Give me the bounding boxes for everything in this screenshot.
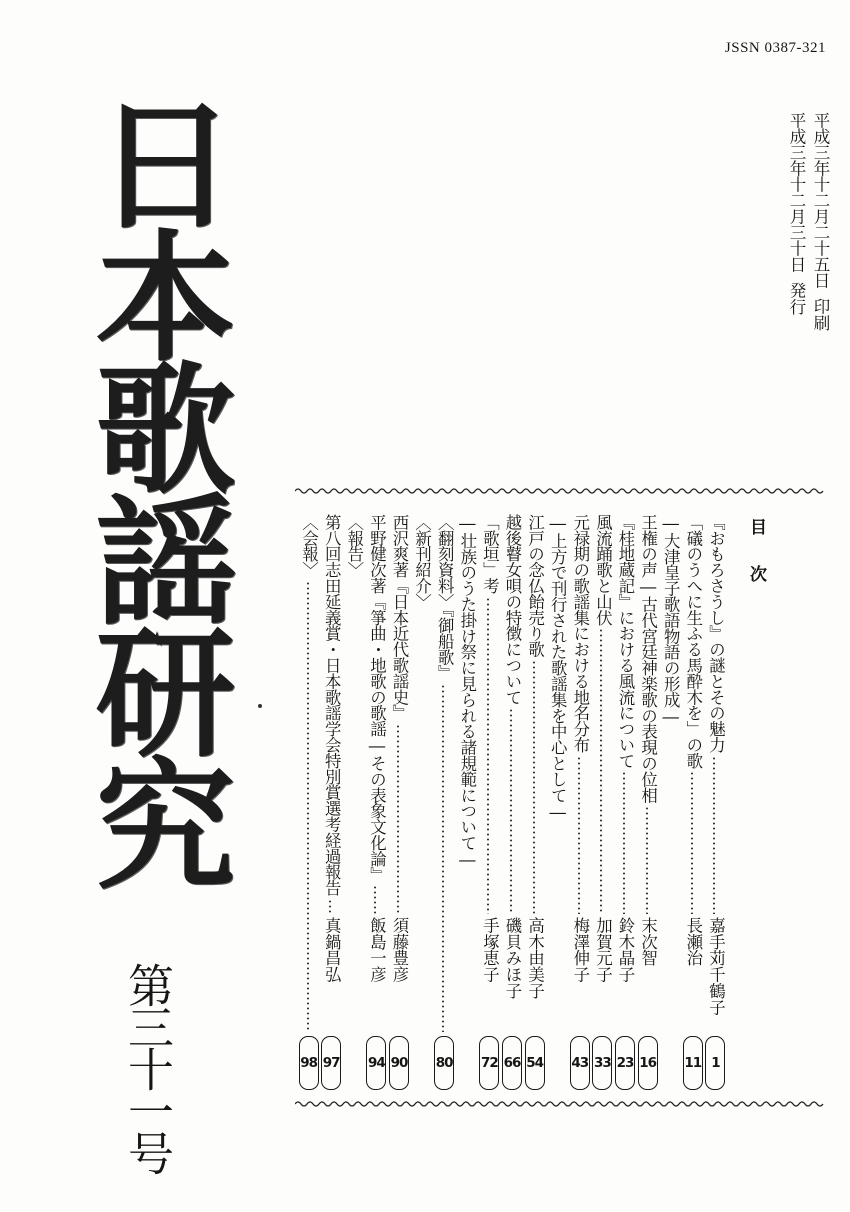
toc-leader-dots xyxy=(691,771,693,914)
toc-entry-title: 〈翻刻資料〉『御船歌』 xyxy=(435,514,455,681)
toc-entry-author: 梅澤伸子 xyxy=(570,917,590,983)
printed-line xyxy=(810,112,830,352)
toc-entry-title: 〈会報〉 xyxy=(299,514,319,578)
toc-entry-title: ―壮族のうた掛け祭に見られる諸規範について― xyxy=(457,514,477,869)
publication-info xyxy=(786,112,830,352)
toc-leader-dots xyxy=(578,756,580,915)
toc-entry-title: 『桂地蔵記』における風流について xyxy=(616,514,635,769)
toc-entry-title: 「歌垣」考 xyxy=(480,514,500,594)
toc-leader-dots xyxy=(623,771,625,914)
toc-entry-page: 98 xyxy=(299,1036,319,1090)
toc-entry-title: 風流踊歌と山伏 xyxy=(593,514,613,626)
toc-entry-author: 鈴木晶子 xyxy=(616,917,635,983)
toc-entry-page: 16 xyxy=(638,1036,658,1090)
toc-entry-page: 1 xyxy=(705,1036,725,1090)
issued-date: 平成三年十二月三十日 xyxy=(787,112,806,272)
toc-entry-title: 『おもろさうし』の謎とその魅力 xyxy=(706,514,726,753)
toc-leader-dots xyxy=(510,708,512,914)
toc-entry-title: 王権の声―古代宮廷神楽歌の表現の位相 xyxy=(638,514,658,803)
toc-entry-title: 〈新刊紹介〉 xyxy=(412,514,432,610)
toc-leader-dots xyxy=(646,806,648,914)
toc-entry-author: 磯貝みほ子 xyxy=(503,917,522,999)
toc-entry-author: 嘉手苅千鶴子 xyxy=(706,917,726,1016)
toc-leader-dots xyxy=(329,899,331,914)
toc-leader-dots xyxy=(397,724,399,914)
top-wavy-rule xyxy=(295,486,825,496)
table-of-contents xyxy=(300,500,730,1090)
toc-entry-title: 西沢爽著『日本近代歌謡史』 xyxy=(390,514,409,721)
toc-entry-page: 72 xyxy=(479,1036,499,1090)
printed-date: 平成三年十二月二十五日 xyxy=(811,112,830,288)
toc-entry-title: 越後瞽女唄の特徴について xyxy=(503,514,522,705)
toc-entry-page: 97 xyxy=(321,1036,341,1090)
toc-entry-page: 11 xyxy=(683,1036,703,1090)
journal-title: 日本歌謡研究 xyxy=(72,92,235,884)
toc-leader-dots xyxy=(600,628,602,914)
toc-entry-title: 〈報告〉 xyxy=(344,514,364,578)
toc-leader-dots xyxy=(713,756,715,915)
toc-leader-dots xyxy=(487,597,489,915)
toc-entry-page: 43 xyxy=(570,1036,590,1090)
issued-label: 発行 xyxy=(787,282,806,315)
bottom-wavy-rule xyxy=(295,1099,825,1109)
toc-entry-author: 末次智 xyxy=(638,917,658,967)
toc-entry-page: 94 xyxy=(366,1036,386,1090)
printed-label: 印刷 xyxy=(811,298,830,331)
toc-entry-author: 須藤豊彦 xyxy=(390,917,409,983)
toc-leader-dots xyxy=(374,885,376,914)
toc-entry-title: 江戸の念仏飴売り歌 xyxy=(525,514,545,658)
toc-entry-title: 第八回志田延義賞・日本歌謡学会特別賞選考経過報告 xyxy=(322,514,342,896)
toc-entry-author: 高木由美子 xyxy=(525,917,545,999)
issn-number: JSSN 0387-321 xyxy=(724,40,826,56)
toc-entry-title: ―大津皇子歌語物語の形成― xyxy=(661,514,681,726)
toc-entry-author: 長瀬治 xyxy=(683,917,703,967)
toc-heading: 目次 xyxy=(746,518,766,612)
toc-entry-author: 真鍋昌弘 xyxy=(322,917,342,983)
toc-entry-page: 54 xyxy=(525,1036,545,1090)
toc-entry-page: 80 xyxy=(434,1036,454,1090)
issued-line xyxy=(786,112,806,352)
toc-entry-author: 手塚恵子 xyxy=(480,917,500,983)
toc-entry-title: 元禄期の歌謡集における地名分布 xyxy=(570,514,590,753)
toc-entry-author: 加賀元子 xyxy=(593,917,613,983)
toc-entry-page: 33 xyxy=(592,1036,612,1090)
stray-mark xyxy=(258,704,262,708)
toc-leader-dots xyxy=(307,581,309,1032)
toc-entry-title: 平野健次著『箏曲・地歌の歌謡―その表象文化論』 xyxy=(367,514,387,883)
toc-leader-dots xyxy=(533,660,535,914)
toc-entry-title: ―上方で刊行された歌謡集を中心として― xyxy=(548,514,568,822)
toc-entry-page: 66 xyxy=(502,1036,522,1090)
toc-entry-page: 90 xyxy=(389,1036,409,1090)
issue-number: 第三十一号 xyxy=(121,962,175,1172)
toc-leader-dots xyxy=(442,684,444,1032)
toc-entry-author: 飯島一彦 xyxy=(367,917,387,983)
toc-entry-page: 23 xyxy=(615,1036,635,1090)
toc-entry-title: 「礒のうへに生ふる馬酔木を」の歌 xyxy=(683,514,703,769)
